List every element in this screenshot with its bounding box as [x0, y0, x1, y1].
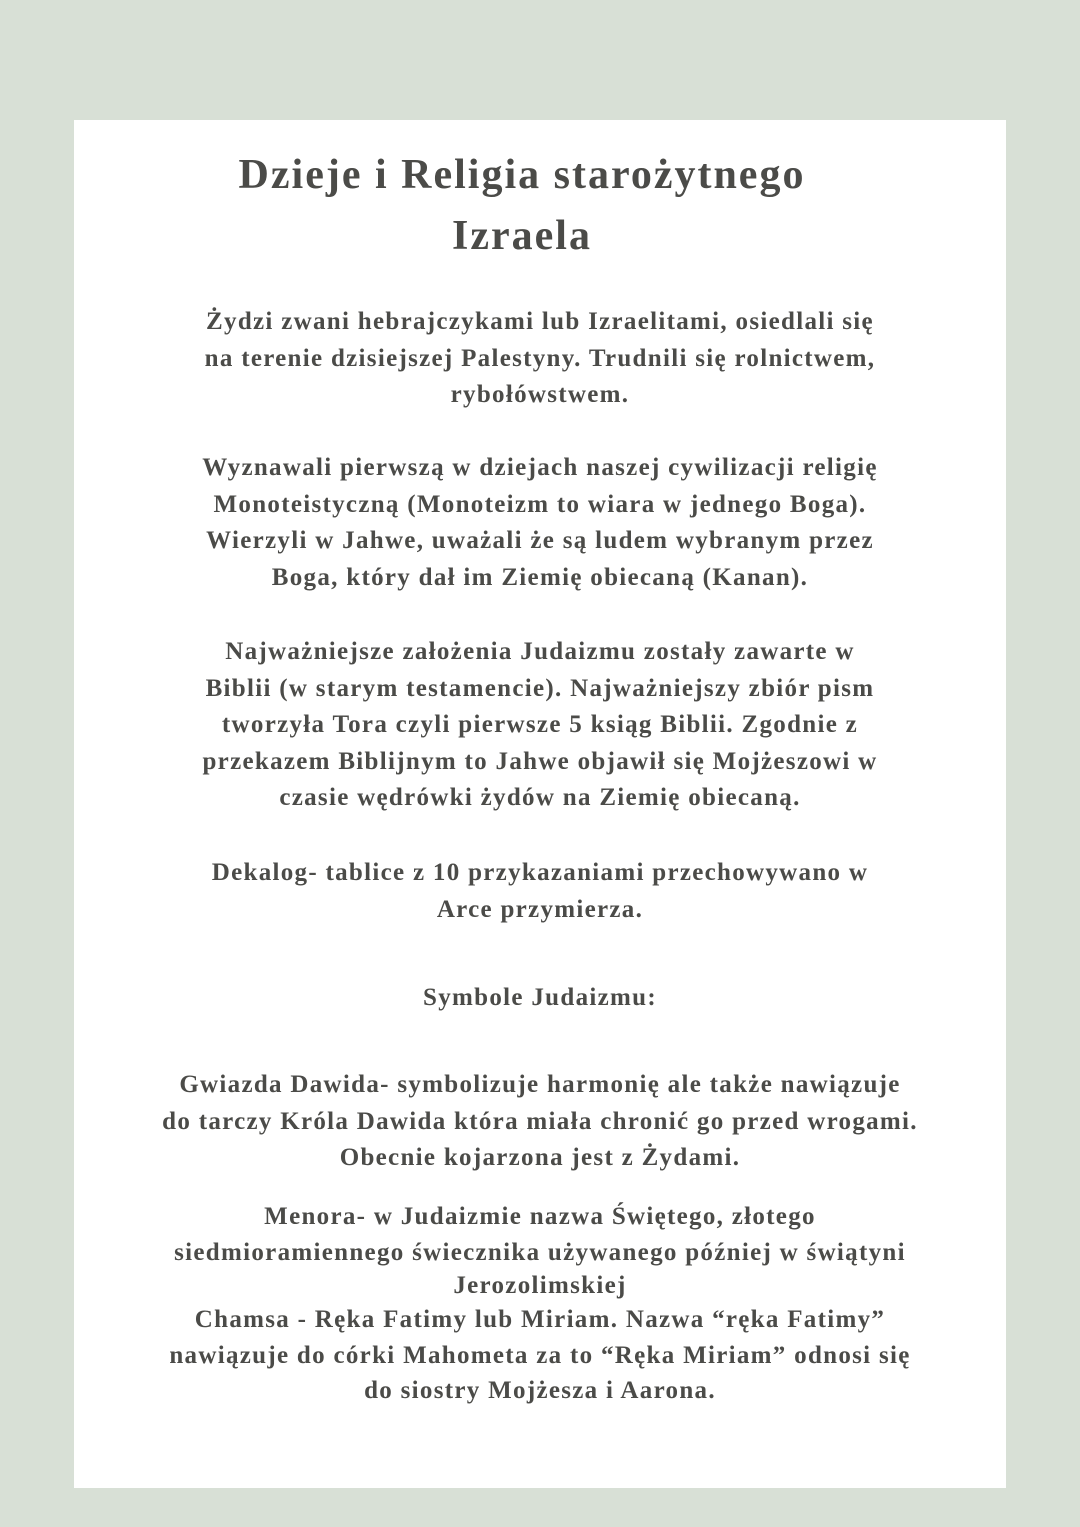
paragraph-monotheism [0, 450, 1080, 596]
text-line: Jerozolimskiej [453, 1272, 627, 1299]
text-line: Symbole Judaizmu: [423, 984, 657, 1011]
paragraph-judaism [0, 634, 1080, 817]
paragraph-decalogue [0, 855, 1080, 928]
paragraph-menorah-hamsa [0, 1199, 1080, 1409]
text-line: Chamsa - Ręka Fatimy lub Miriam. Nazwa “ręka Fatimy” [194, 1306, 886, 1333]
text-line: do siostry Mojżesza i Aarona. [364, 1377, 716, 1404]
text-line: Najważniejsze założenia Judaizmu zostały zawarte w [225, 638, 855, 665]
paragraph-origins [0, 304, 1080, 414]
text-line: Obecnie kojarzona jest z Żydami. [339, 1144, 741, 1172]
text-line: rybołówstwem. [450, 381, 630, 409]
text-line: Gwiazda Dawida- symbolizuje harmonię ale także nawiązuje [179, 1071, 901, 1098]
text-line: Boga, który dał im Ziemię obiecaną (Kanan). [271, 563, 809, 591]
page-title [0, 145, 1062, 267]
text-line: na terenie dzisiejszej Palestyny. Trudnili się rolnictwem, [204, 344, 876, 372]
text-line: nawiązuje do córki Mahometa za to “Ręka Miriam” odnosi się [169, 1341, 911, 1369]
text-line: Wyznawali pierwszą w dziejach naszej cywilizacji religię [202, 454, 878, 481]
text-line: Biblii (w starym testamencie). Najważniejszy zbiór pism [205, 674, 875, 702]
text-line: Arce przymierza. [436, 895, 644, 923]
text-line: tworzyła Tora czyli pierwsze 5 ksiąg Biblii. Zgodnie z [221, 711, 859, 739]
text-line: Dekalog- tablice z 10 przykazaniami przechowywano w [211, 859, 869, 886]
title-line: Izraela [452, 213, 592, 259]
symbols-heading [0, 980, 1080, 1017]
paragraph-star-of-david [0, 1067, 1080, 1177]
text-line: Monoteistyczną (Monoteizm to wiara w jednego Boga). [213, 490, 867, 518]
text-line: Menora- w Judaizmie nazwa Świętego, złotego [264, 1203, 816, 1230]
text-line: do tarczy Króla Dawida która miała chronić go przed wrogami. [162, 1107, 918, 1135]
title-line: Dzieje i Religia starożytnego [238, 152, 806, 198]
text-line: czasie wędrówki żydów na Ziemię obiecaną. [279, 784, 801, 812]
text-line: Żydzi zwani hebrajczykami lub Izraelitami, osiedlali się [206, 308, 874, 335]
text-line: siedmioramiennego świecznika używanego później w świątyni [174, 1238, 906, 1266]
text-line: Wierzyli w Jahwe, uważali że są ludem wybranym przez [206, 527, 874, 555]
text-line: przekazem Biblijnym to Jahwe objawił się Mojżeszowi w [202, 747, 878, 775]
